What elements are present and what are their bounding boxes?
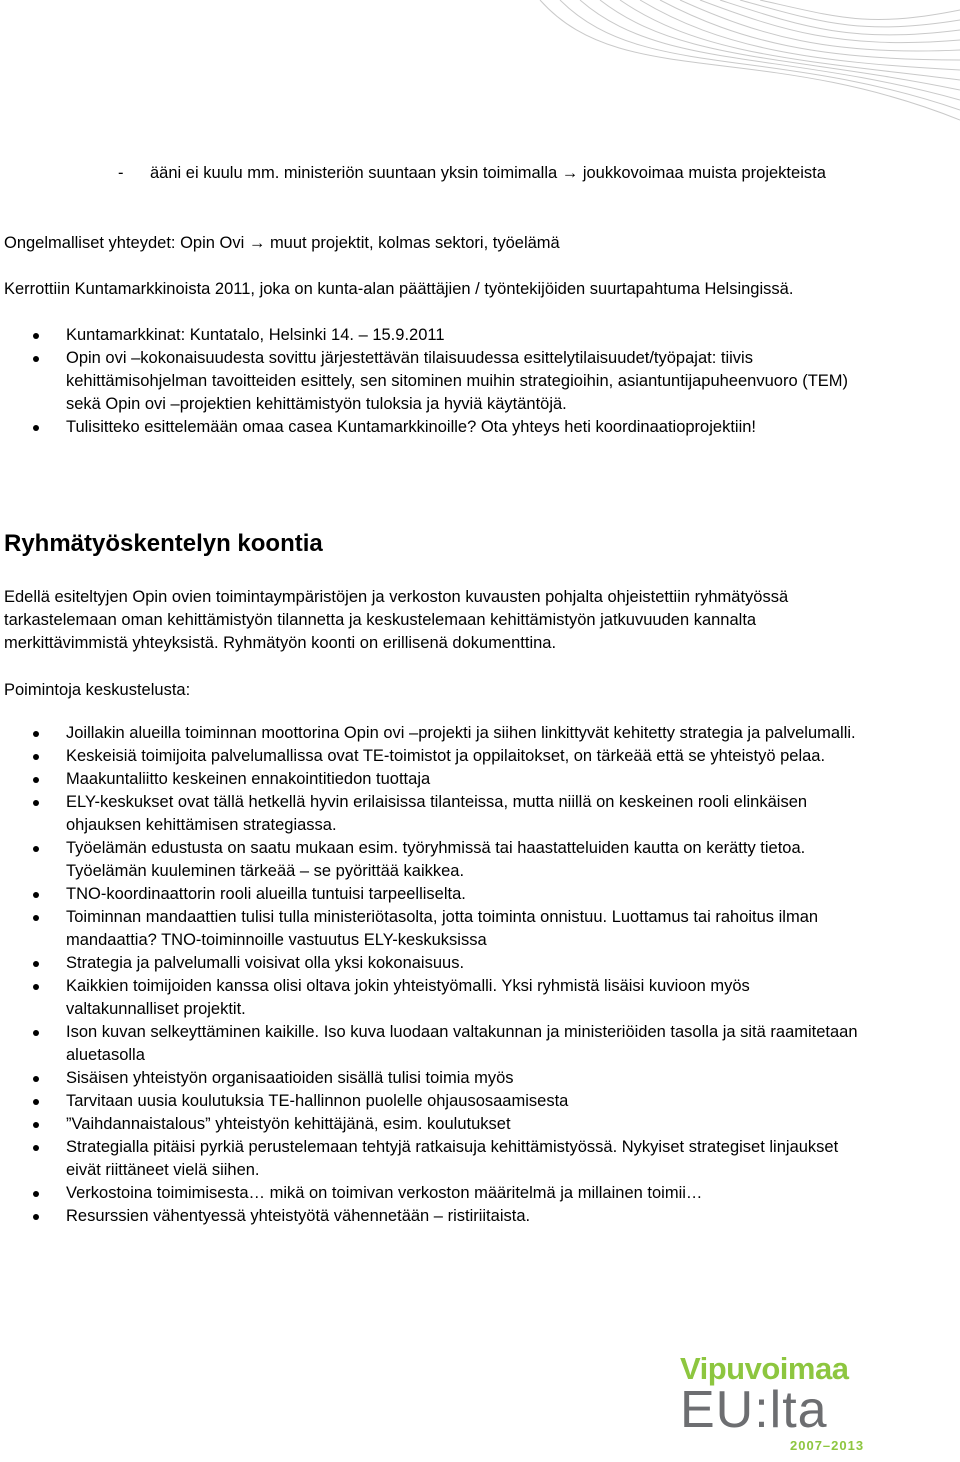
- problem-connections-paragraph: Ongelmalliset yhteydet: Opin Ovi → muut projektit, kolmas sektori, työelämä: [4, 234, 560, 252]
- groupwork-summary-paragraph: Edellä esiteltyjen Opin ovien toimintaympäristöjen ja verkoston kuvausten pohjalta ohjeistettiin ryhmätyössä tarkastelemaan oman kehittämistyön tilannetta ja keskustelemaan kehittämistyön jatkuvuuden kannalta merkittävimmistä yhteyksistä. Ryhmätyön koonti on erillisenä dokumenttina.: [4, 588, 789, 652]
- list-item: Joillakin alueilla toiminnan moottorina Opin ovi –projekti ja siihen linkittyvät kehitetty strategia ja palvelumalli.: [0, 722, 866, 745]
- list-item: ”Vaihdannaistalous” yhteistyön kehittäjänä, esim. koulutukset: [0, 1113, 866, 1136]
- logo-wordmark-main: EU:lta: [680, 1381, 828, 1439]
- discussion-picks-label: Poimintoja keskustelusta:: [4, 681, 191, 699]
- section-heading: Ryhmätyöskentelyn koontia: [4, 530, 323, 557]
- kuntamarkkinat-bullet-list: [0, 324, 900, 439]
- list-item: Ison kuvan selkeyttäminen kaikille. Iso kuva luodaan valtakunnan ja ministeriöiden tasolla ja sitä raamitetaan aluetasolla: [0, 1021, 866, 1067]
- list-item: Tulisitteko esittelemään omaa casea Kuntamarkkinoille? Ota yhteys heti koordinaatioprojektiin!: [0, 416, 866, 439]
- dash-item-text: ääni ei kuulu mm. ministeriön suuntaan yksin toimimalla → joukkovoimaa muista projekteista: [150, 164, 826, 182]
- list-item: TNO-koordinaattorin rooli alueilla tuntuisi tarpeelliselta.: [0, 883, 866, 906]
- list-item: Toiminnan mandaattien tulisi tulla ministeriötasolta, jotta toiminta onnistuu. Luottamus tai rahoitus ilman mandaattia? TNO-toiminnoille vastuutus ELY-keskuksissa: [0, 906, 866, 952]
- list-item: Työelämän edustusta on saatu mukaan esim. työryhmissä tai haastatteluiden kautta on kerätty tietoa. Työelämän kuuleminen tärkeää – se pyörittää kaikkea.: [0, 837, 866, 883]
- logo-wordmark-top: Vipuvoimaa: [680, 1351, 849, 1386]
- list-item: Opin ovi –kokonaisuudesta sovittu järjestettävän tilaisuudessa esittelytilaisuudet/työpajat: tiivis kehittämisohjelman tavoitteiden esittely, sen sitominen muihin strategioihin, asiantuntijapuheenvuoro (TEM) sekä Opin ovi –projektien kehittämistyön tuloksia ja hyviä käytäntöjä.: [0, 347, 866, 416]
- list-item: Strategia ja palvelumalli voisivat olla yksi kokonaisuus.: [0, 952, 866, 975]
- list-item: Keskeisiä toimijoita palvelumallissa ovat TE-toimistot ja oppilaitokset, on tärkeää että se yhteistyö pelaa.: [0, 745, 866, 768]
- kuntamarkkinat-intro-paragraph: Kerrottiin Kuntamarkkinoista 2011, joka on kunta-alan päättäjien / työntekijöiden suurtapahtuma Helsingissä.: [4, 280, 794, 298]
- logo-years: 2007–2013: [790, 1438, 865, 1453]
- list-item: Kuntamarkkinat: Kuntatalo, Helsinki 14. – 15.9.2011: [0, 324, 866, 347]
- decorative-wave-lines: [0, 0, 960, 150]
- list-item: Verkostoina toimimisesta… mikä on toimivan verkoston määritelmä ja millainen toimii…: [0, 1182, 866, 1205]
- list-item: Strategialla pitäisi pyrkiä perustelemaan tehtyjä ratkaisuja kehittämistyössä. Nykyiset strategiset linjaukset eivät riittäneet vielä siihen.: [0, 1136, 866, 1182]
- dash-marker: -: [118, 164, 124, 182]
- list-item: Resurssien vähentyessä yhteistyötä vähennetään – ristiriitaista.: [0, 1205, 866, 1228]
- list-item: ELY-keskukset ovat tällä hetkellä hyvin erilaisissa tilanteissa, mutta niillä on keskeinen rooli elinkäisen ohjauksen kehittämisen strategiassa.: [0, 791, 866, 837]
- list-item: Sisäisen yhteistyön organisaatioiden sisällä tulisi toimia myös: [0, 1067, 866, 1090]
- discussion-bullet-list: [0, 722, 900, 1228]
- list-item: Tarvitaan uusia koulutuksia TE-hallinnon puolelle ohjausosaamisesta: [0, 1090, 866, 1113]
- vipuvoimaa-eu-logo: [680, 1352, 920, 1462]
- list-item: Kaikkien toimijoiden kanssa olisi oltava jokin yhteistyömalli. Yksi ryhmistä lisäisi kuvioon myös valtakunnalliset projektit.: [0, 975, 866, 1021]
- list-item: Maakuntaliitto keskeinen ennakointitiedon tuottaja: [0, 768, 866, 791]
